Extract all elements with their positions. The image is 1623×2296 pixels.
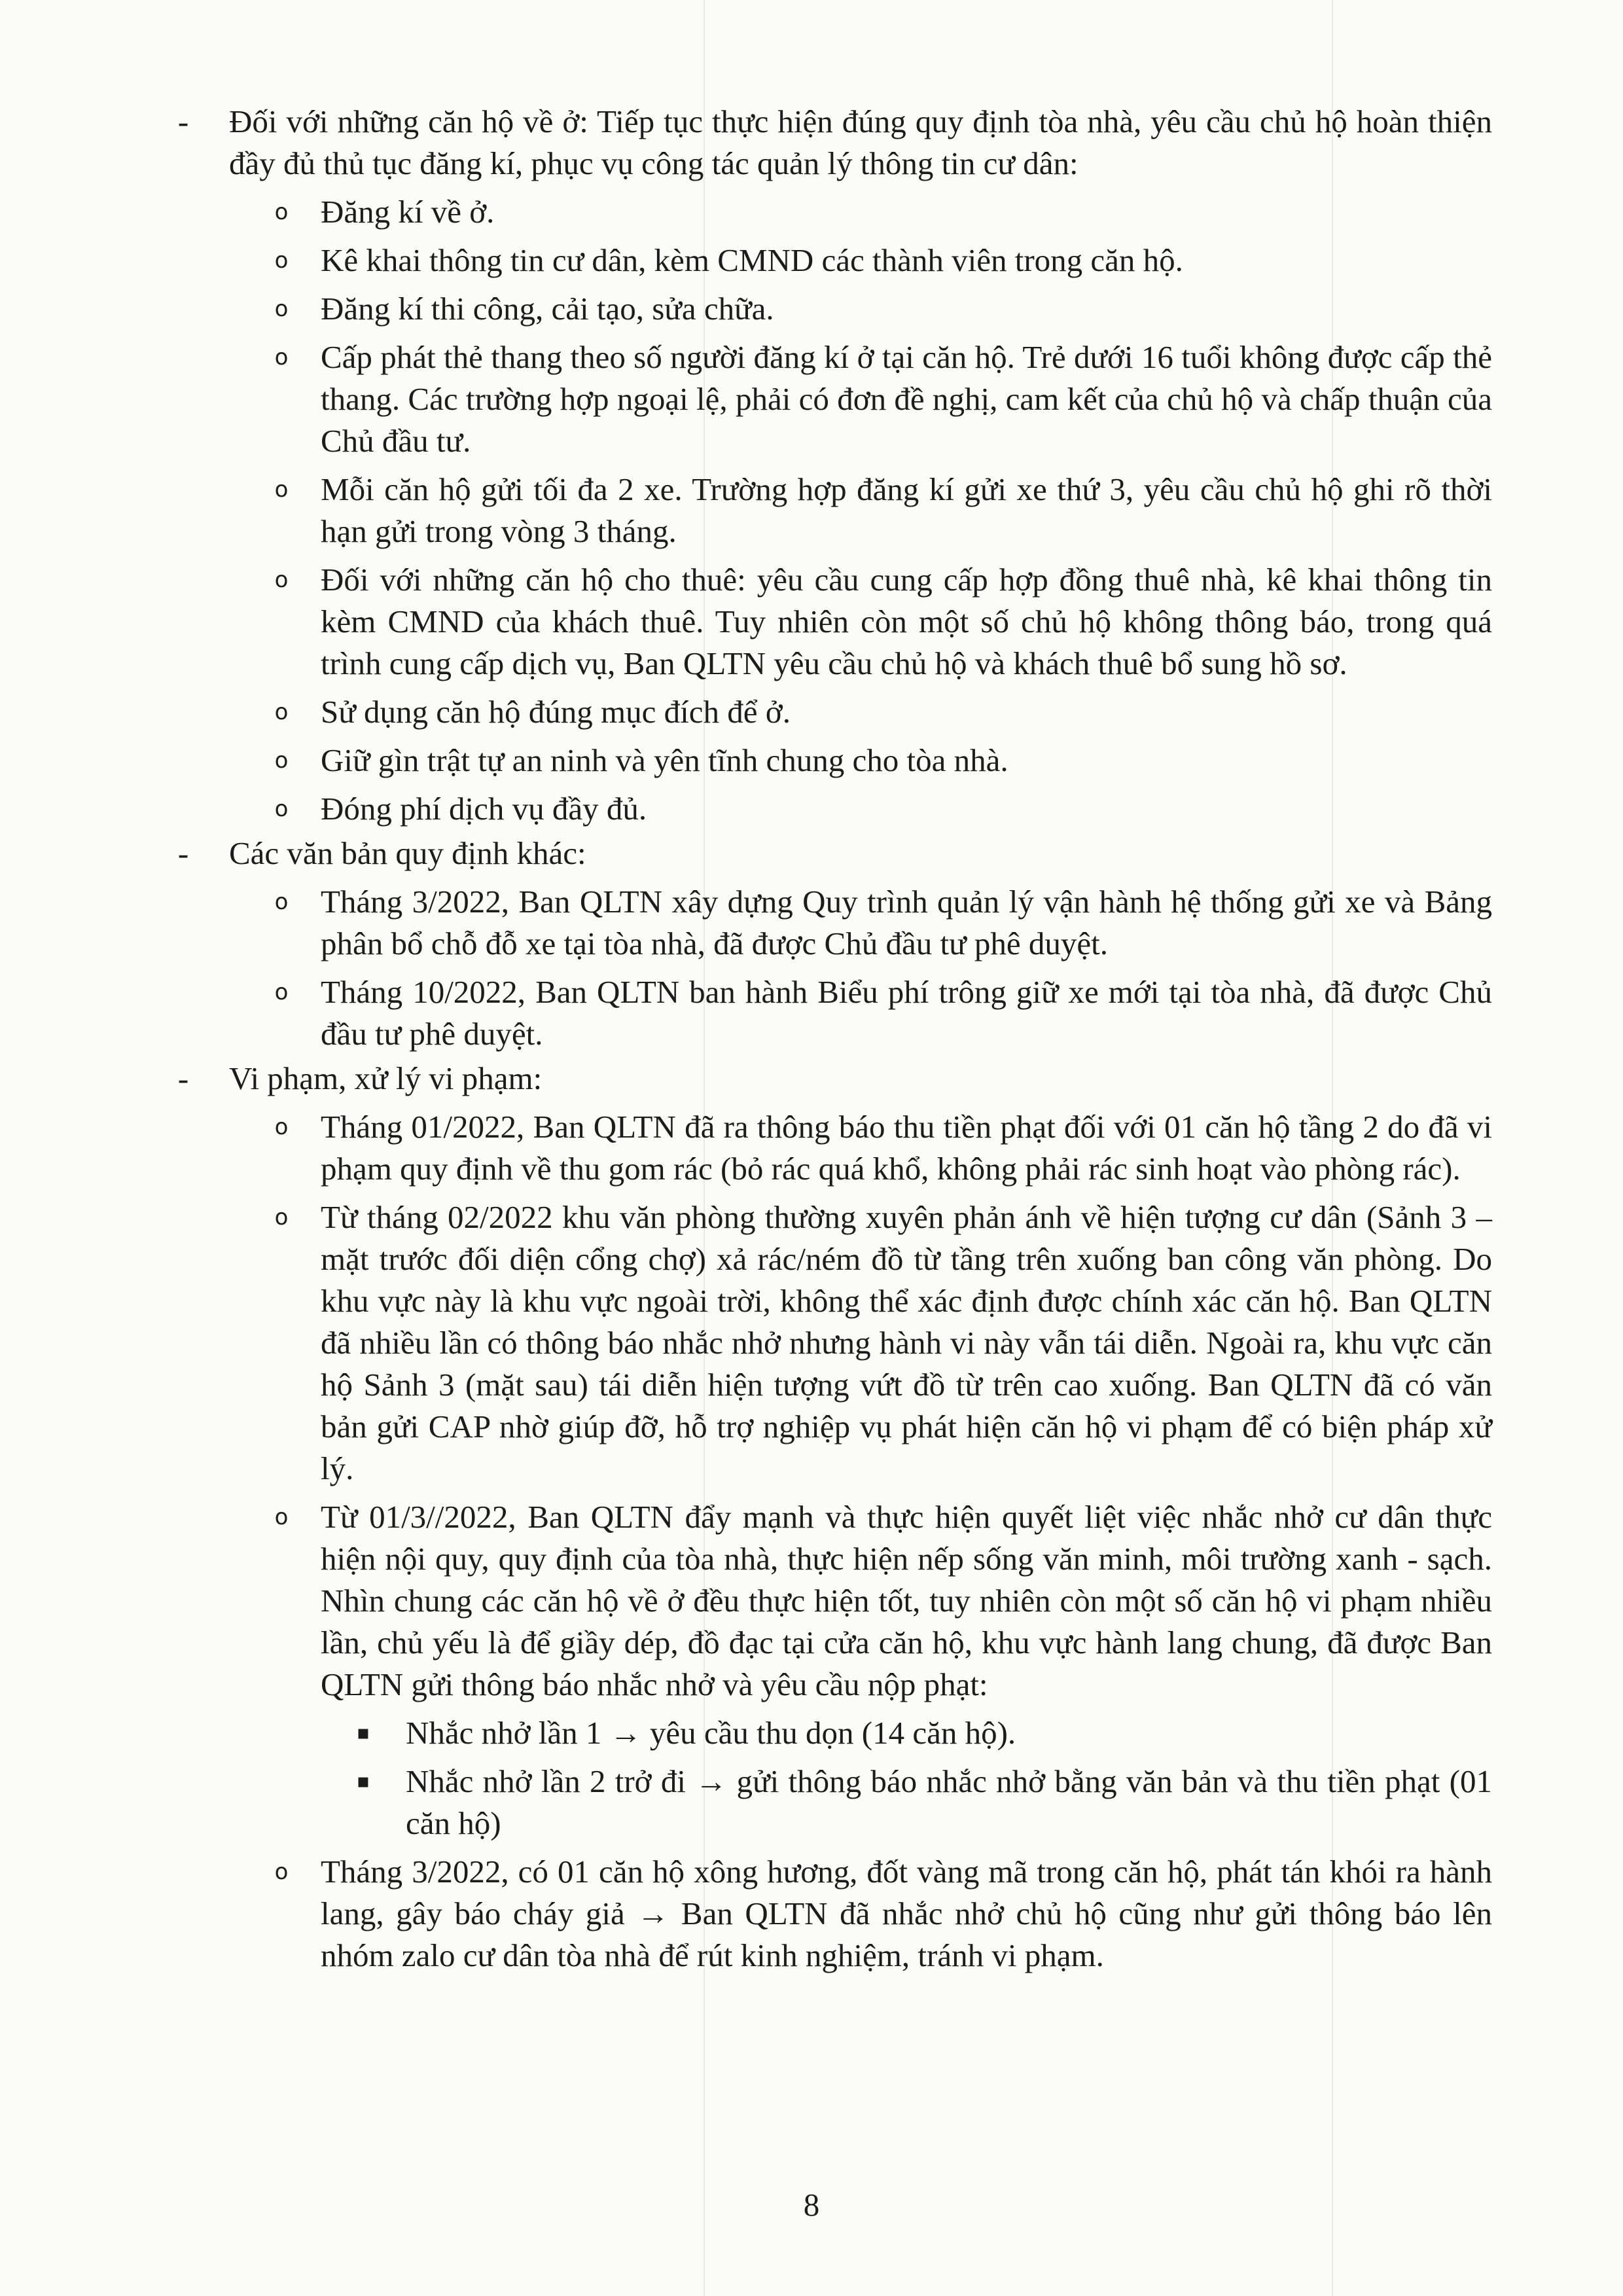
circle-bullet-icon: o	[274, 1859, 289, 1885]
list-item-level-2	[164, 881, 1492, 965]
list-item-level-3	[164, 1712, 1492, 1754]
list-item-level-3	[164, 1761, 1492, 1844]
circle-bullet-icon: o	[274, 199, 289, 225]
list-item-text: Tháng 3/2022, Ban QLTN xây dựng Quy trình quản lý vận hành hệ thống gửi xe và Bảng phân bổ chỗ đỗ xe tại tòa nhà, đã được Chủ đầu tư phê duyệt.	[321, 884, 1492, 961]
list-item-text: Đăng kí về ở.	[321, 194, 495, 230]
list-item-level-2	[164, 191, 1492, 233]
circle-bullet-icon: o	[274, 889, 289, 915]
list-item-level-2	[164, 971, 1492, 1055]
list-item-level-2	[164, 336, 1492, 462]
list-item-text: Vi phạm, xử lý vi phạm:	[229, 1060, 543, 1096]
dash-bullet: -	[177, 103, 189, 139]
dash-bullet: -	[177, 835, 189, 871]
list-item-level-2	[164, 1196, 1492, 1490]
list-item-text: Đóng phí dịch vụ đầy đủ.	[321, 791, 647, 827]
list-item-level-2	[164, 288, 1492, 330]
list-item-level-2	[164, 691, 1492, 733]
square-bullet-icon: ▪	[356, 1770, 370, 1793]
list-item-level-2	[164, 1106, 1492, 1190]
square-bullet-icon: ▪	[356, 1721, 370, 1744]
circle-bullet-icon: o	[274, 296, 289, 322]
circle-bullet-icon: o	[274, 979, 289, 1005]
circle-bullet-icon: o	[274, 796, 289, 822]
list-item-text: Giữ gìn trật tự an ninh và yên tĩnh chung cho tòa nhà.	[321, 742, 1008, 778]
list-item-level-2	[164, 788, 1492, 830]
list-item-text: Kê khai thông tin cư dân, kèm CMND các thành viên trong căn hộ.	[321, 242, 1183, 278]
circle-bullet-icon: o	[274, 567, 289, 593]
circle-bullet-icon: o	[274, 1204, 289, 1230]
circle-bullet-icon: o	[274, 344, 289, 370]
circle-bullet-icon: o	[274, 476, 289, 503]
circle-bullet-icon: o	[274, 1114, 289, 1140]
list-item-text: Đối với những căn hộ về ở: Tiếp tục thực hiện đúng quy định tòa nhà, yêu cầu chủ hộ hoàn thiện đầy đủ thủ tục đăng kí, phục vụ công tác quản lý thông tin cư dân:	[229, 103, 1492, 181]
list-item-text: Cấp phát thẻ thang theo số người đăng kí ở tại căn hộ. Trẻ dưới 16 tuổi không được cấp thẻ thang. Các trường hợp ngoại lệ, phải có đơn đề nghị, cam kết của chủ hộ và chấp thuận của Chủ đầu tư.	[321, 339, 1492, 459]
circle-bullet-icon: o	[274, 747, 289, 774]
circle-bullet-icon: o	[274, 699, 289, 725]
list-item-text: Đối với những căn hộ cho thuê: yêu cầu cung cấp hợp đồng thuê nhà, kê khai thông tin kèm CMND của khách thuê. Tuy nhiên còn một số chủ hộ không thông báo, trong quá trình cung cấp dịch vụ, Ban QLTN yêu cầu chủ hộ và khách thuê bổ sung hồ sơ.	[321, 562, 1492, 681]
list-item-text: Mỗi căn hộ gửi tối đa 2 xe. Trường hợp đăng kí gửi xe thứ 3, yêu cầu chủ hộ ghi rõ thời hạn gửi trong vòng 3 tháng.	[321, 471, 1492, 549]
list-item-level-1	[164, 1058, 1492, 1100]
list-item-level-1	[164, 101, 1492, 185]
list-item-level-1	[164, 833, 1492, 874]
circle-bullet-icon: o	[274, 1504, 289, 1530]
list-item-level-2	[164, 1851, 1492, 1977]
list-item-text: Các văn bản quy định khác:	[229, 835, 586, 871]
list-item-text: Tháng 3/2022, có 01 căn hộ xông hương, đốt vàng mã trong căn hộ, phát tán khói ra hành lang, gây báo cháy giả → Ban QLTN đã nhắc nhở chủ hộ cũng như gửi thông báo lên nhóm zalo cư dân tòa nhà để rút kinh nghiệm, tránh vi phạm.	[321, 1854, 1492, 1973]
list-item-text: Nhắc nhở lần 2 trở đi → gửi thông báo nhắc nhở bằng văn bản và thu tiền phạt (01 căn hộ)	[406, 1763, 1492, 1841]
list-item-text: Từ tháng 02/2022 khu văn phòng thường xuyên phản ánh về hiện tượng cư dân (Sảnh 3 – mặt trước đối diện cổng chợ) xả rác/ném đồ từ tầng trên xuống ban công văn phòng. Do khu vực này là khu vực ngoài trời, không thể xác định được chính xác căn hộ. Ban QLTN đã nhiều lần có thông báo nhắc nhở nhưng hành vi này vẫn tái diễn. Ngoài ra, khu vực căn hộ Sảnh 3 (mặt sau) tái diễn hiện tượng vứt đồ từ trên cao xuống. Ban QLTN đã có văn bản gửi CAP nhờ giúp đỡ, hỗ trợ nghiệp vụ phát hiện căn hộ vi phạm để có biện pháp xử lý.	[321, 1199, 1492, 1486]
list-item-level-2	[164, 740, 1492, 781]
page-body	[164, 98, 1492, 1977]
dash-bullet: -	[177, 1060, 189, 1096]
list-item-text: Từ 01/3//2022, Ban QLTN đẩy mạnh và thực hiện quyết liệt việc nhắc nhở cư dân thực hiện nội quy, quy định của tòa nhà, thực hiện nếp sống văn minh, môi trường xanh - sạch. Nhìn chung các căn hộ về ở đều thực hiện tốt, tuy nhiên còn một số căn hộ vi phạm nhiều lần, chủ yếu là để giầy dép, đồ đạc tại cửa căn hộ, khu vực hành lang chung, đã được Ban QLTN gửi thông báo nhắc nhở và yêu cầu nộp phạt:	[321, 1499, 1492, 1702]
page-number: 8	[803, 2187, 820, 2223]
list-item-level-2	[164, 559, 1492, 685]
list-item-level-2	[164, 1496, 1492, 1706]
list-item-text: Nhắc nhở lần 1 → yêu cầu thu dọn (14 căn hộ).	[406, 1715, 1016, 1751]
list-item-level-2	[164, 240, 1492, 281]
circle-bullet-icon: o	[274, 247, 289, 274]
list-item-level-2	[164, 469, 1492, 552]
list-item-text: Tháng 10/2022, Ban QLTN ban hành Biểu phí trông giữ xe mới tại tòa nhà, đã được Chủ đầu tư phê duyệt.	[321, 974, 1492, 1052]
list-item-text: Tháng 01/2022, Ban QLTN đã ra thông báo thu tiền phạt đối với 01 căn hộ tầng 2 do đã vi phạm quy định về thu gom rác (bỏ rác quá khổ, không phải rác sinh hoạt vào phòng rác).	[321, 1109, 1492, 1187]
list-item-text: Sử dụng căn hộ đúng mục đích để ở.	[321, 694, 791, 730]
list-item-text: Đăng kí thi công, cải tạo, sửa chữa.	[321, 291, 774, 327]
